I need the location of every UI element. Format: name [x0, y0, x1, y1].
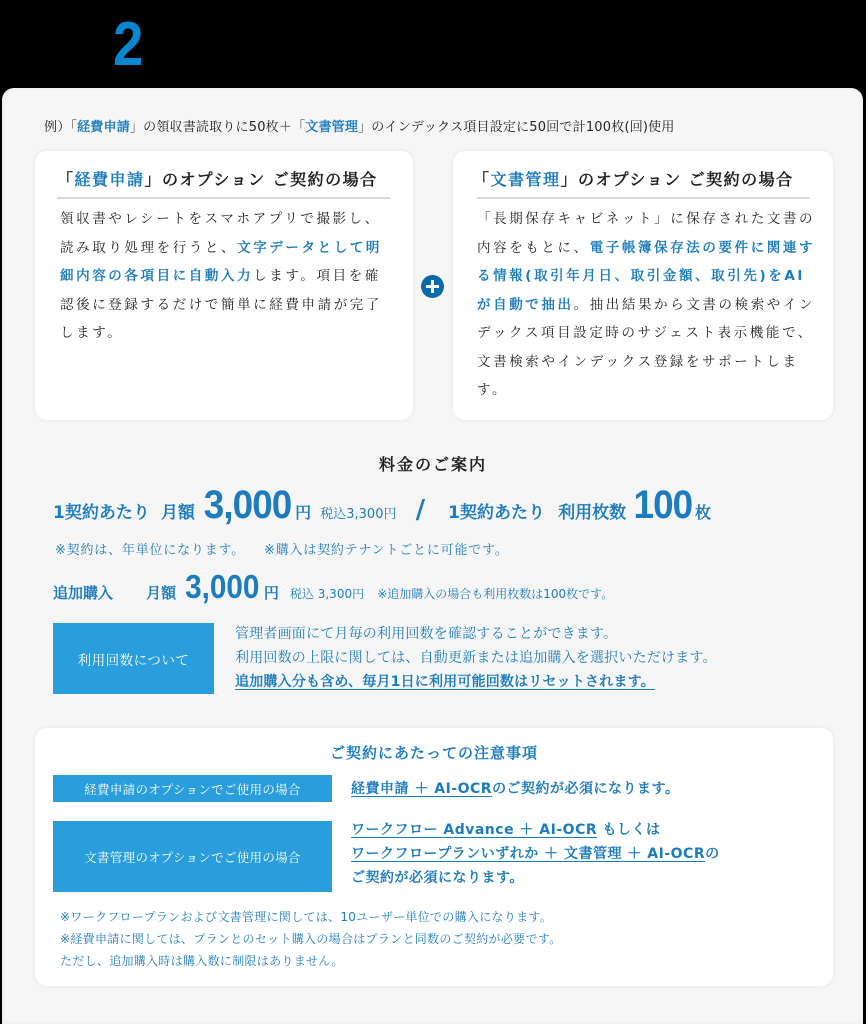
card-body-highlight: 電子帳簿保存法の要件に関連する情報(取引年月日、取引金額、取引先)をAIが自動で抽出 — [477, 239, 816, 313]
example-expense-highlight: 経費申請 — [77, 120, 130, 135]
divider — [57, 197, 390, 199]
card-title-highlight: 経費申請 — [74, 170, 145, 189]
card-title: 「経費申請」のオプション ご契約の場合 — [57, 170, 378, 189]
expense-option-card — [35, 151, 413, 420]
example-text: 例）「 — [44, 120, 78, 135]
usage-line: 管理者画面にて月毎の利用回数を確認することができます。 — [235, 626, 618, 642]
divider — [477, 197, 810, 199]
additional-purchase-row — [53, 568, 613, 606]
per-contract-label: 1契約あたり — [448, 503, 545, 523]
expense-usage-tag: 経費申請のオプションでご使用の場合 — [53, 775, 332, 802]
yen-unit: 円 — [295, 503, 312, 522]
fine-print-line: ※ワークフロープランおよび文書管理に関しては、10ユーザー単位での購入になります。 — [60, 910, 553, 924]
header-bar — [0, 0, 866, 88]
step-number: 2 — [113, 10, 144, 79]
separator-slash: / — [415, 495, 426, 525]
annual-contract-note: ※契約は、年単位になります。 — [55, 543, 246, 558]
card-body: 領収書やレシートをスマホアプリで撮影し、読み取り処理を行うと、文字データとして明細内容の各項目に自動入力します。項目を確認後に登録するだけで簡単に経費申請が完了します。 — [60, 211, 383, 341]
workflow-plan-link[interactable]: ワークフロープランいずれか ＋ 文書管理 ＋ AI-OCR — [351, 846, 706, 862]
notes-title: ご契約にあたっての注意事項 — [329, 744, 538, 762]
usage-count-label: 利用枚数 — [558, 503, 627, 523]
usage-info-label: 利用回数について — [53, 623, 214, 694]
tax-included-price: 税込 3,300円 — [289, 587, 365, 601]
card-title: 「文書管理」のオプション ご契約の場合 — [473, 170, 794, 189]
example-text: 」の領収書読取りに50枚＋「 — [129, 120, 306, 135]
plus-icon — [421, 275, 444, 298]
sheet-unit: 枚 — [694, 503, 711, 522]
card-body: 「長期保存キャビネット」に保存された文書の内容をもとに、電子帳簿保存法の要件に関連する情報(取引年月日、取引金額、取引先)をAIが自動で抽出。抽出結果から文書の検索やインデックス項目設定時のサジェスト表示機能で、文書検索やインデックス登録をサポートします。 — [477, 211, 816, 398]
pricing-row — [53, 483, 711, 529]
additional-note: ※追加購入の場合も利用枚数は100枚です。 — [377, 587, 614, 601]
usage-line: 利用回数の上限に関しては、自動更新または追加購入を選択いただけます。 — [235, 650, 717, 666]
fine-print-line: ただし、追加購入時は購入数に制限はありません。 — [60, 954, 344, 968]
monthly-price: 3,000 — [203, 483, 292, 527]
pricing-notes — [55, 539, 509, 558]
yen-unit: 円 — [263, 584, 279, 602]
contract-notes-card — [35, 728, 833, 986]
per-contract-label: 1契約あたり — [53, 503, 150, 523]
additional-purchase-label: 追加購入 — [53, 584, 114, 602]
document-requirement: ワークフロー Advance ＋ AI-OCR もしくは ワークフロープランいずれか ＋ 文書管理 ＋ AI-OCRの ご契約が必須になります。 — [351, 822, 720, 886]
usage-info-text — [235, 622, 717, 694]
fine-print-line: ※経費申請に関しては、プランとのセット購入の場合はプランと同数のご契約が必要です。 — [60, 932, 562, 946]
pricing-title: 料金のご案内 — [378, 455, 487, 474]
tenant-purchase-note: ※購入は契約テナントごとに可能です。 — [264, 543, 509, 558]
example-text: 」のインデックス項目設定に50回で計100枚(回)使用 — [358, 120, 675, 135]
example-document-highlight: 文書管理 — [305, 120, 359, 135]
usage-reset-line: 追加購入分も含め、毎月1日に利用可能回数はリセットされます。 — [235, 674, 655, 690]
document-option-card — [453, 151, 833, 420]
document-usage-tag: 文書管理のオプションでご使用の場合 — [53, 821, 332, 892]
fine-print — [60, 906, 561, 972]
usage-count-value: 100 — [633, 483, 693, 527]
expense-requirement: 経費申請 ＋ AI-OCRのご契約が必須になります。 — [351, 781, 680, 797]
card-body-highlight: 文字データとして明細内容の各項目に自動入力 — [60, 239, 383, 284]
monthly-label: 月額 — [146, 584, 177, 602]
workflow-advance-link[interactable]: ワークフロー Advance ＋ AI-OCR — [351, 822, 598, 838]
tax-included-price: 税込3,300円 — [320, 507, 397, 522]
usage-example — [44, 116, 675, 135]
monthly-label: 月額 — [160, 503, 195, 523]
expense-requirement-link[interactable]: 経費申請 ＋ AI-OCR — [351, 781, 493, 797]
card-title-highlight: 文書管理 — [490, 170, 561, 189]
additional-price: 3,000 — [185, 568, 260, 605]
